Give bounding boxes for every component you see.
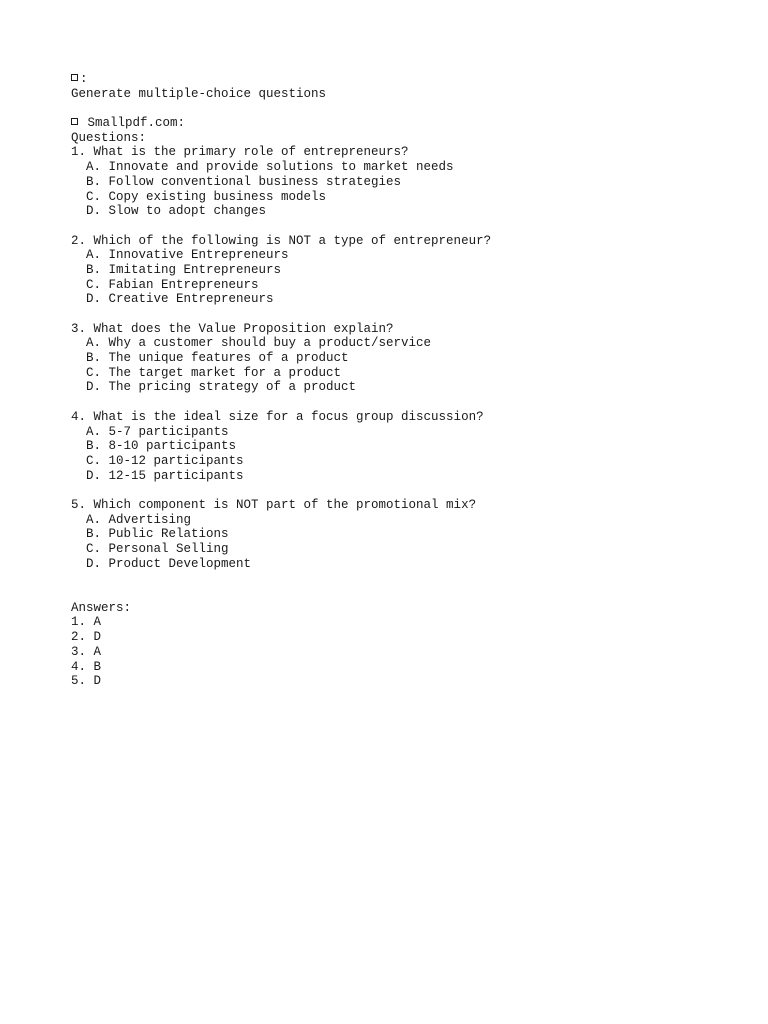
question-option: B. 8-10 participants [86,439,237,454]
question-option: A. Innovate and provide solutions to market needs [86,160,454,175]
question-option: B. Follow conventional business strategies [86,174,402,189]
spacer [71,101,751,116]
answers-heading: Answers: [71,600,132,615]
answer-item: 4. B [71,659,102,674]
question-option: C. Copy existing business models [86,189,327,204]
question-text: 2. Which of the following is NOT a type of entrepreneur? [71,233,492,248]
question-option: D. 12-15 participants [86,468,244,483]
question-block [71,145,751,218]
questions-heading: Questions: [71,130,147,145]
answers-list [71,615,751,688]
question-option: A. Advertising [86,512,192,527]
response-source [71,116,751,131]
question-option: A. 5-7 participants [86,424,229,439]
question-option: B. Imitating Entrepreneurs [86,262,282,277]
question-block [71,322,751,395]
spacer [71,219,751,234]
question-option: C. The target market for a product [86,365,342,380]
answer-item: 1. A [71,615,102,630]
question-option: B. The unique features of a product [86,351,349,366]
spacer [71,395,751,410]
question-option: D. Product Development [86,556,252,571]
question-option: D. The pricing strategy of a product [86,380,357,395]
spacer [71,483,751,498]
question-block [71,498,751,571]
answer-item: 3. A [71,644,102,659]
question-block [71,410,751,483]
square-glyph-icon [71,118,78,125]
square-glyph-icon [71,74,78,81]
question-block [71,234,751,307]
question-text: 3. What does the Value Proposition explain? [71,321,394,336]
answer-item: 2. D [71,630,102,645]
question-option: A. Why a customer should buy a product/service [86,336,432,351]
question-option: D. Creative Entrepreneurs [86,292,274,307]
prompt-text: Generate multiple-choice questions [71,86,327,101]
question-option: B. Public Relations [86,527,229,542]
question-option: A. Innovative Entrepreneurs [86,248,289,263]
spacer [71,571,751,586]
prompt-label [71,72,751,87]
document-page [71,72,751,689]
question-option: C. Fabian Entrepreneurs [86,277,259,292]
prompt-label-suffix: : [80,72,88,86]
question-text: 5. Which component is NOT part of the promotional mix? [71,497,477,512]
spacer [71,586,751,601]
question-text: 1. What is the primary role of entrepreneurs? [71,145,409,160]
question-text: 4. What is the ideal size for a focus group discussion? [71,409,484,424]
answer-item: 5. D [71,674,102,689]
question-option: D. Slow to adopt changes [86,204,267,219]
question-option: C. 10-12 participants [86,453,244,468]
spacer [71,307,751,322]
response-source-label: Smallpdf.com: [87,116,186,131]
question-option: C. Personal Selling [86,542,229,556]
